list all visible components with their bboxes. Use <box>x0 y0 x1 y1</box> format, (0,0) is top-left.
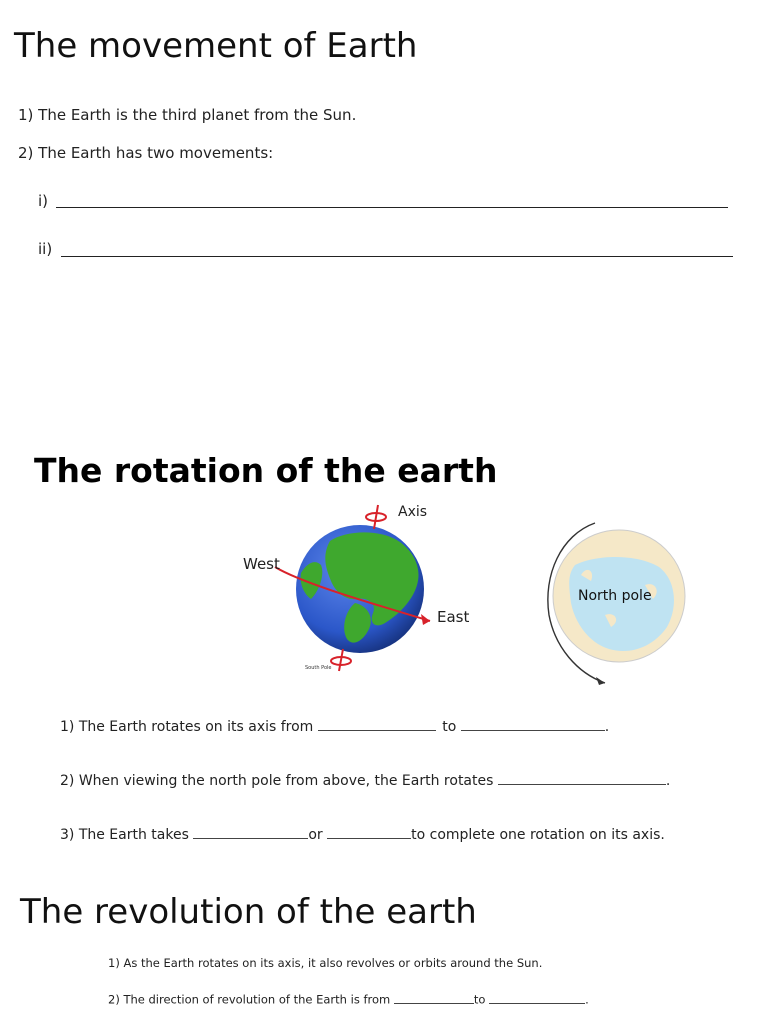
movement-blank-ii[interactable] <box>61 256 733 257</box>
q1-blank-to[interactable] <box>461 716 605 731</box>
rev-q2-to: to <box>473 992 486 1007</box>
q3-or: or <box>308 827 323 843</box>
rotation-globe-diagram <box>235 495 485 675</box>
q3-end: to complete one rotation on its axis. <box>411 827 665 843</box>
axis-label: Axis <box>398 504 428 520</box>
q2-text: 2) When viewing the north pole from above, the Earth rotates <box>60 773 494 789</box>
rev-q2-text: 2) The direction of revolution of the Earth is from <box>108 992 391 1007</box>
west-label: West <box>243 555 280 573</box>
axis-bottom-arrow <box>331 649 351 671</box>
rotation-question-3 <box>60 824 665 843</box>
section3-title: The revolution of the earth <box>20 892 477 932</box>
q1-blank-from[interactable] <box>318 716 436 731</box>
q1-text: 1) The Earth rotates on its axis from <box>60 719 314 735</box>
movement-blank-i[interactable] <box>56 207 728 208</box>
q3-text: 3) The Earth takes <box>60 827 189 843</box>
fact-third-planet: 1) The Earth is the third planet from the Sun. <box>18 106 357 124</box>
q2-blank[interactable] <box>498 770 666 785</box>
east-label: East <box>437 608 470 626</box>
fact-two-movements: 2) The Earth has two movements: <box>18 144 274 162</box>
q3-blank-1[interactable] <box>193 824 308 839</box>
q1-to: to <box>442 719 457 735</box>
rotation-question-2 <box>60 770 670 789</box>
blank-label-ii: ii) <box>38 240 53 258</box>
north-pole-label: North pole <box>578 588 652 604</box>
rev-q2-blank-from[interactable] <box>394 991 474 1004</box>
section2-title: The rotation of the earth <box>34 451 498 490</box>
section1-title: The movement of Earth <box>14 26 418 66</box>
north-pole-diagram <box>535 515 695 685</box>
rotation-question-1 <box>60 716 609 735</box>
q3-blank-2[interactable] <box>327 824 411 839</box>
blank-label-i: i) <box>38 192 49 210</box>
q1-end: . <box>604 719 610 735</box>
axis-top-arrow <box>366 505 386 529</box>
q2-end: . <box>665 773 671 789</box>
south-pole-label: South Pole <box>305 665 332 671</box>
rev-q2-blank-to[interactable] <box>489 991 585 1004</box>
revolution-question-1: 1) As the Earth rotates on its axis, it also revolves or orbits around the Sun. <box>108 956 543 970</box>
rev-q2-end: . <box>585 992 589 1007</box>
revolution-question-2 <box>108 991 589 1007</box>
globe <box>296 525 424 653</box>
